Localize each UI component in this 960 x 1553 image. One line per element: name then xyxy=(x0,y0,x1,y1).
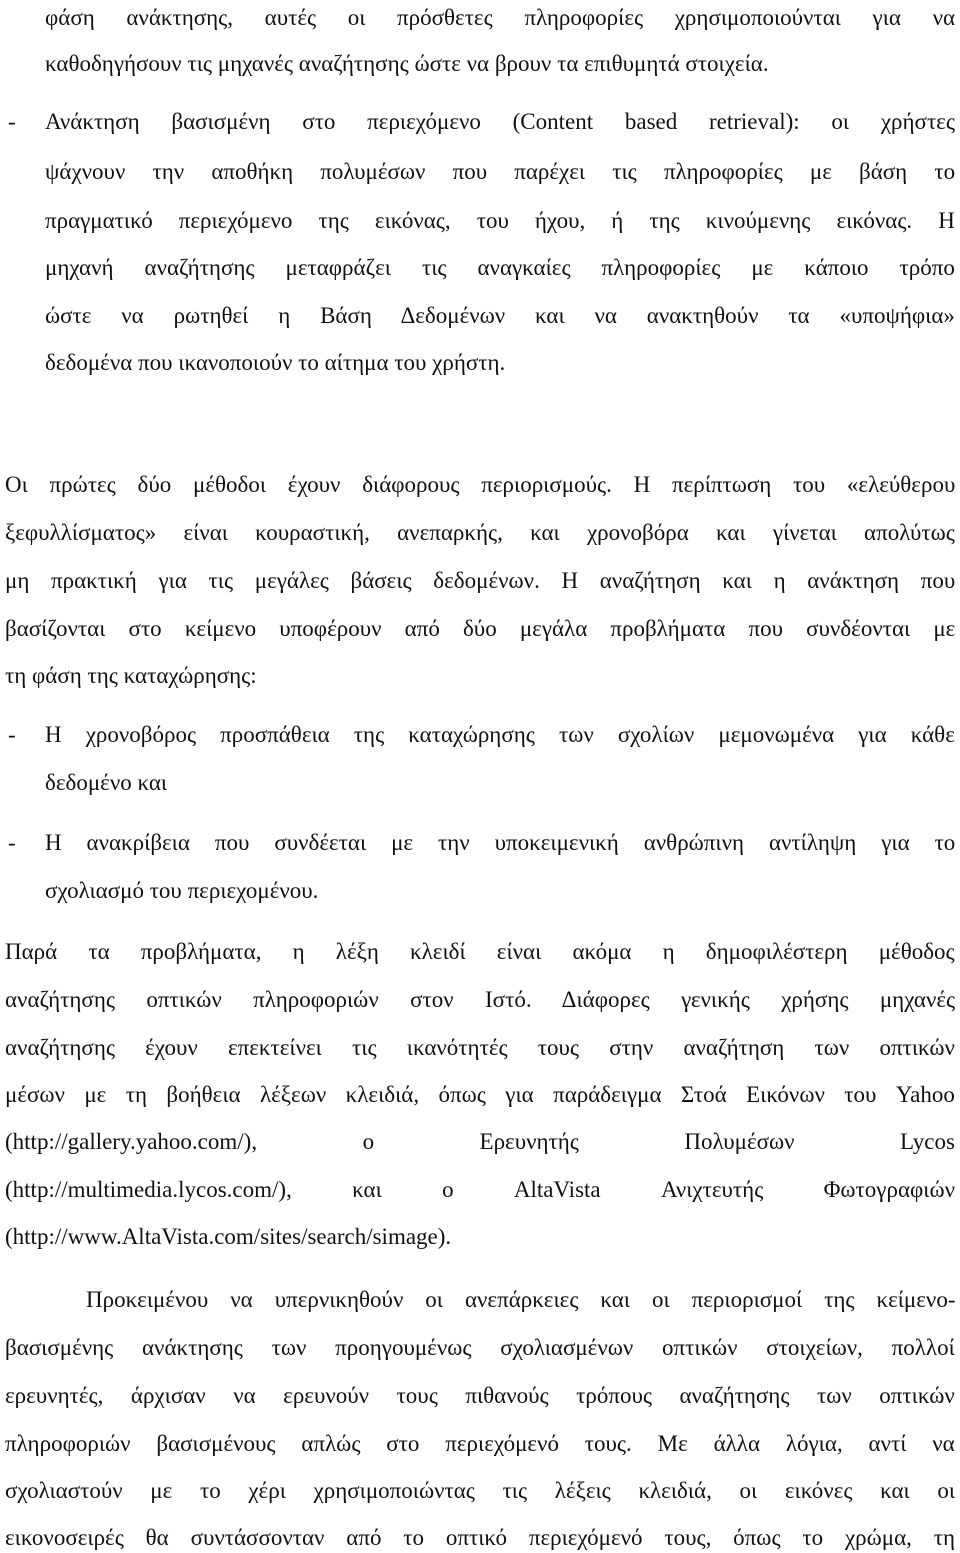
word: Ανιχτευτής xyxy=(660,1177,764,1202)
word: Ερευνητής xyxy=(479,1129,579,1154)
text-line: σχολιασμό του περιεχομένου. xyxy=(45,878,319,903)
word: (http://gallery.yahoo.com/), xyxy=(5,1129,258,1154)
text-line-justified xyxy=(5,1127,955,1157)
word: ο xyxy=(362,1129,375,1154)
bullet-dash: - xyxy=(8,109,16,134)
text-line: Ανάκτηση βασισμένη στο περιεχόμενο (Content based retrieval): οι χρήστες xyxy=(45,109,955,134)
text-line: μη πρακτική για τις μεγάλες βάσεις δεδομένων. Η αναζήτηση και η ανάκτηση που xyxy=(5,568,956,593)
bullet-dash: - xyxy=(8,830,16,855)
text-line: Παρά τα προβλήματα, η λέξη κλειδί είναι ακόμα η δημοφιλέστερη μέθοδος xyxy=(5,939,955,964)
text-line: εικονοσειρές θα συντάσσονταν από το οπτικό περιεχόμενό τους, όπως το χρώμα, τη xyxy=(5,1525,956,1550)
word: Lycos xyxy=(900,1129,955,1154)
word: και xyxy=(352,1177,382,1202)
text-line: ερευνητές, άρχισαν να ερευνούν τους πιθανούς τρόπους αναζήτησης των οπτικών xyxy=(5,1383,955,1408)
word: (http://multimedia.lycos.com/), xyxy=(5,1177,292,1202)
text-line: πληροφοριών βασισμένους απλώς στο περιεχόμενό τους. Με άλλα λόγια, αντί να xyxy=(5,1431,955,1456)
bullet-dash: - xyxy=(8,722,16,747)
text-line: βασίζονται στο κείμενο υποφέρουν από δύο μεγάλα προβλήματα που συνδέονται με xyxy=(5,616,956,641)
text-line: ξεφυλλίσματος» είναι κουραστική, ανεπαρκής, και χρονοβόρα και γίνεται απολύτως xyxy=(5,520,955,545)
text-line: Οι πρώτες δύο μέθοδοι έχουν διάφορους περιορισμούς. Η περίπτωση του «ελεύθερου xyxy=(5,472,956,497)
word: Πολυμέσων xyxy=(684,1129,795,1154)
text-line: μηχανή αναζήτησης μεταφράζει τις αναγκαίες πληροφορίες με κάποιο τρόπο xyxy=(45,255,955,280)
text-line: μέσων με τη βοήθεια λέξεων κλειδιά, όπως για παράδειγμα Στοά Εικόνων του Yahoo xyxy=(5,1082,955,1107)
text-line: δεδομένα που ικανοποιούν το αίτημα του χρήστη. xyxy=(45,350,506,375)
text-line: καθοδηγήσουν τις μηχανές αναζήτησης ώστε να βρουν τα επιθυμητά στοιχεία. xyxy=(45,51,769,76)
text-line: αναζήτησης οπτικών πληροφοριών στον Ιστό. Διάφορες γενικής χρήσης μηχανές xyxy=(5,987,956,1012)
text-line: ώστε να ρωτηθεί η Βάση Δεδομένων και να ανακτηθούν τα «υποψήφια» xyxy=(45,303,955,328)
text-line: (http://www.AltaVista.com/sites/search/simage). xyxy=(5,1224,452,1249)
text-line: Η ανακρίβεια που συνδέεται με την υποκειμενική ανθρώπινη αντίληψη για το xyxy=(45,830,956,855)
text-line: φάση ανάκτησης, αυτές οι πρόσθετες πληροφορίες χρησιμοποιούνται για να xyxy=(45,5,956,30)
text-line: δεδομένο και xyxy=(45,770,168,795)
text-line: βασισμένης ανάκτησης των προηγουμένως σχολιασμένων οπτικών στοιχείων, πολλοί xyxy=(5,1335,955,1360)
text-line: Προκειμένου να υπερνικηθούν οι ανεπάρκειες και οι περιορισμοί της κείμενο- xyxy=(86,1287,956,1312)
text-line-justified xyxy=(5,1175,955,1205)
text-line: αναζήτησης έχουν επεκτείνει τις ικανότητές τους στην αναζήτηση των οπτικών xyxy=(5,1035,955,1060)
text-line: πραγματικό περιεχόμενο της εικόνας, του ήχου, ή της κινούμενης εικόνας. Η xyxy=(45,208,955,233)
word: ο xyxy=(442,1177,454,1202)
text-line: Η χρονοβόρος προσπάθεια της καταχώρησης των σχολίων μεμονωμένα για κάθε xyxy=(45,722,955,747)
word: AltaVista xyxy=(513,1177,601,1202)
text-line: ψάχνουν την αποθήκη πολυμέσων που παρέχει τις πληροφορίες με βάση το xyxy=(45,159,956,184)
text-line: σχολιαστούν με το χέρι χρησιμοποιώντας τις λέξεις κλειδιά, οι εικόνες και οι xyxy=(5,1478,956,1503)
word: Φωτογραφιών xyxy=(823,1177,955,1202)
text-line: τη φάση της καταχώρησης: xyxy=(5,663,257,688)
